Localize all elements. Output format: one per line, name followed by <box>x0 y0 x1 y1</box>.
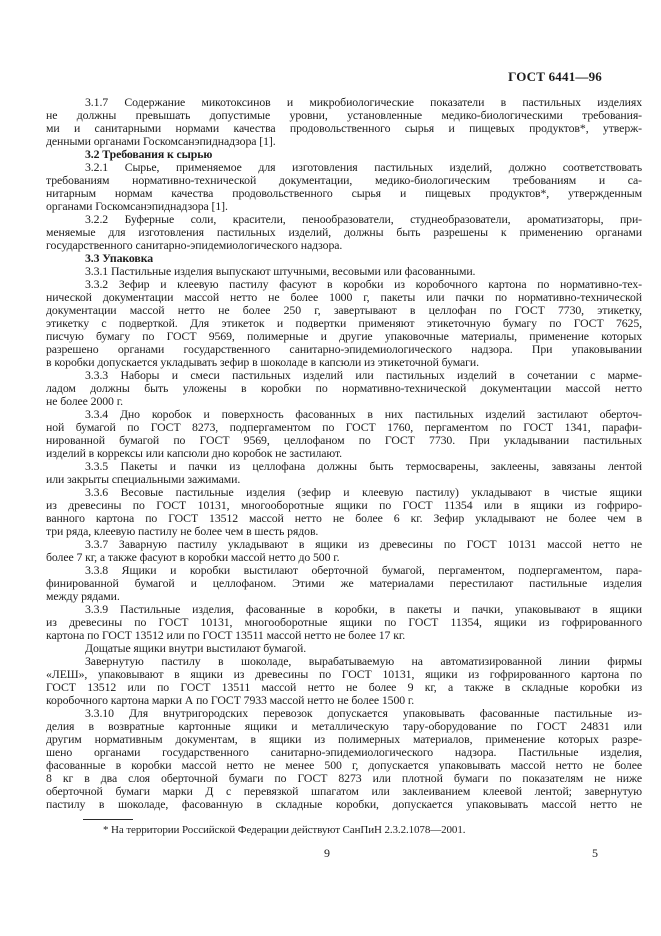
text-line: между рядами. <box>46 590 120 603</box>
text-line: пастилу в шоколаде, фасованную в складные коробки, допускается упаковывать массой нетто не <box>46 798 642 811</box>
text-line: делия в возвратные картонные ящики и металлическую тару-оборудование по ГОСТ 24831 или <box>46 720 642 733</box>
text-line: 8 кг в два слоя оберточной бумаги по ГОСТ 8273 или плотной бумаги по показателям не ниже <box>46 772 642 785</box>
text-line: денными органами Госкомсанэпиднадзора [1]. <box>46 135 276 148</box>
text-line: 3.3.10 Для внутригородских перевозок допускается упаковывать фасованные пастильные из- <box>85 707 642 720</box>
text-line: 3.2.1 Сырье, применяемое для изготовления пастильных изделий, должно соответствовать <box>85 161 642 174</box>
text-line: 3.3.8 Ящики и коробки выстилают оберточной бумагой, пергаментом, подпергаментом, пара- <box>85 564 642 577</box>
paragraph <box>46 603 642 642</box>
text-line: ной бумагой по ГОСТ 8273, подпергаментом по ГОСТ 1760, пергаментом по ГОСТ 1341, парафи- <box>46 421 642 434</box>
text-line: финированной бумагой и целлофаном. Этими же материалами перестилают пастильные изделия <box>46 577 642 590</box>
text-line: Дощатые ящики внутри выстилают бумагой. <box>85 642 307 655</box>
text-line: не более 2000 г. <box>46 395 123 408</box>
section-heading <box>46 252 642 265</box>
text-line: государственного санитарно-эпидемиологического надзора. <box>46 239 343 252</box>
text-line: Завернутую пастилу в шоколаде, вырабатываемую на автоматизированной линии фирмы <box>85 655 642 668</box>
text-line: 3.3.4 Дно коробок и поверхность фасованных в них пастильных изделий застилают оберточ- <box>85 408 642 421</box>
text-line: не должны превышать допустимые уровни, установленные медико-биологическими требования- <box>46 109 642 122</box>
paragraph <box>46 408 642 460</box>
paragraph <box>46 486 642 538</box>
text-line: разрешено органами государственного санитарно-эпидемиологического надзора. При упаковывании <box>46 343 642 356</box>
text-line: 3.2.2 Буферные соли, красители, пенообразователи, студнеобразователи, ароматизаторы, при- <box>85 213 642 226</box>
paragraph <box>46 642 642 655</box>
text-line: шено органами государственного санитарно-эпидемиологического надзора. Пастильные изделия, <box>46 746 642 759</box>
text-line: изделий в коррексы или капсюли дно коробок не застилают. <box>46 447 342 460</box>
text-line: 3.2 Требования к сырью <box>85 148 213 161</box>
text-line: «ЛЕШ», упаковывают в ящики из древесины по ГОСТ 10131, ящики из гофрированного картона по <box>46 668 642 681</box>
paragraph <box>46 564 642 603</box>
paragraph <box>46 161 642 213</box>
text-line: коробочного картона марки А по ГОСТ 7933 массой нетто не более 1500 г. <box>46 694 415 707</box>
text-line: нитарным нормам качества продовольственного сырья и пищевых продуктов*, утвержденным <box>46 187 642 200</box>
footnote-divider <box>83 819 133 820</box>
footnote-text: * На территории Российской Федерации действуют СанПиН 2.3.2.1078—2001. <box>103 824 466 836</box>
text-line: более 7 кг, а также фасуют в коробки массой нетто до 500 г. <box>46 551 340 564</box>
text-line: ГОСТ 13512 или по ГОСТ 13511 массой нетто не более 9 кг, а также в складные коробки из <box>46 681 642 694</box>
text-line: 3.3.3 Наборы и смеси пастильных изделий или пастильных изделий в сочетании с марме- <box>85 369 642 382</box>
sheet-number: 9 <box>324 846 330 860</box>
text-line: ладом должны быть уложены в коробки по нормативно-технической документации массой нетто <box>46 382 642 395</box>
page-number: 5 <box>592 846 598 860</box>
text-line: этикетку с подверткой. Для этикеток и подвертки применяют этикеточную бумагу по ГОСТ 7625, <box>46 317 642 330</box>
text-line: ми и санитарными нормами качества продовольственного сырья и пищевых продуктов*, утверж- <box>46 122 642 135</box>
text-line: 3.3.6 Весовые пастильные изделия (зефир и клеевую пастилу) укладывают в чистые ящики <box>85 486 642 499</box>
text-line: 3.1.7 Содержание микотоксинов и микробиологические показатели в пастильных изделиях <box>85 96 642 109</box>
text-line: писчую бумагу по ГОСТ 9569, полимерные и другие упаковочные материалы, применение которых <box>46 330 642 343</box>
text-line: меняемые для изготовления пастильных изделий, должны быть разрешены к применению органами <box>46 226 642 239</box>
text-line: нической документации массой нетто не более 1000 г, пакеты или пачки по нормативно-технической <box>46 291 642 304</box>
paragraph <box>46 707 642 811</box>
text-line: 3.3.2 Зефир и клеевую пастилу фасуют в коробки из коробочного картона по нормативно-тех- <box>85 278 642 291</box>
paragraph <box>46 96 642 148</box>
paragraph <box>46 278 642 369</box>
text-line: или закрыты специальными зажимами. <box>46 473 241 486</box>
text-line: из древесины по ГОСТ 10131, многооборотные ящики по ГОСТ 11354, ящики из гофрированного <box>46 616 642 629</box>
text-line: другим нормативным документам, в ящики из полимерных материалов, применение которых разре- <box>46 733 642 746</box>
text-line: 3.3.7 Заварную пастилу укладывают в ящики из древесины по ГОСТ 10131 массой нетто не <box>85 538 642 551</box>
paragraph <box>46 265 642 278</box>
text-line: картона по ГОСТ 13512 или по ГОСТ 13511 массой нетто не более 17 кг. <box>46 629 406 642</box>
paragraph <box>46 538 642 564</box>
text-line: оберточной бумаги марки Д с перевязкой шпагатом или заклеиванием клеевой лентой; завернутую <box>46 785 642 798</box>
document-body <box>46 96 642 811</box>
paragraph <box>46 213 642 252</box>
text-line: 3.3.1 Пастильные изделия выпускают штучными, весовыми или фасованными. <box>85 265 476 278</box>
text-line: 3.3 Упаковка <box>85 252 154 265</box>
paragraph <box>46 655 642 707</box>
text-line: документации массой нетто не более 250 г, завертывают в целлофан по ГОСТ 7730, этикетку, <box>46 304 642 317</box>
text-line: ванного картона по ГОСТ 13512 массой нетто не более 6 кг. Зефир укладывают не более чем в <box>46 512 642 525</box>
text-line: нированной бумагой по ГОСТ 9569, целлофаном по ГОСТ 7730. При укладывании пастильных <box>46 434 642 447</box>
text-line: в коробки допускается укладывать зефир в шоколаде в капсюли из этикеточной бумаги. <box>46 356 479 369</box>
text-line: органами Госкомсанэпиднадзора [1]. <box>46 200 228 213</box>
section-heading <box>46 148 642 161</box>
paragraph <box>46 460 642 486</box>
paragraph <box>46 369 642 408</box>
doc-code-header: ГОСТ 6441—96 <box>508 69 602 84</box>
text-line: фасованные в коробки массой нетто не менее 500 г, допускается упаковывать массой нетто не более <box>46 759 642 772</box>
text-line: из древесины по ГОСТ 10131, многооборотные ящики по ГОСТ 11354 или в ящики из гофриро- <box>46 499 642 512</box>
text-line: требованиям нормативно-технической документации, медико-биологическим требованиям и са- <box>46 174 642 187</box>
text-line: три ряда, клеевую пастилу не более чем в шесть рядов. <box>46 525 319 538</box>
text-line: 3.3.5 Пакеты и пачки из целлофана должны быть термосварены, заклеены, завязаны лентой <box>85 460 642 473</box>
text-line: 3.3.9 Пастильные изделия, фасованные в коробки, в пакеты и пачки, упаковывают в ящики <box>85 603 642 616</box>
